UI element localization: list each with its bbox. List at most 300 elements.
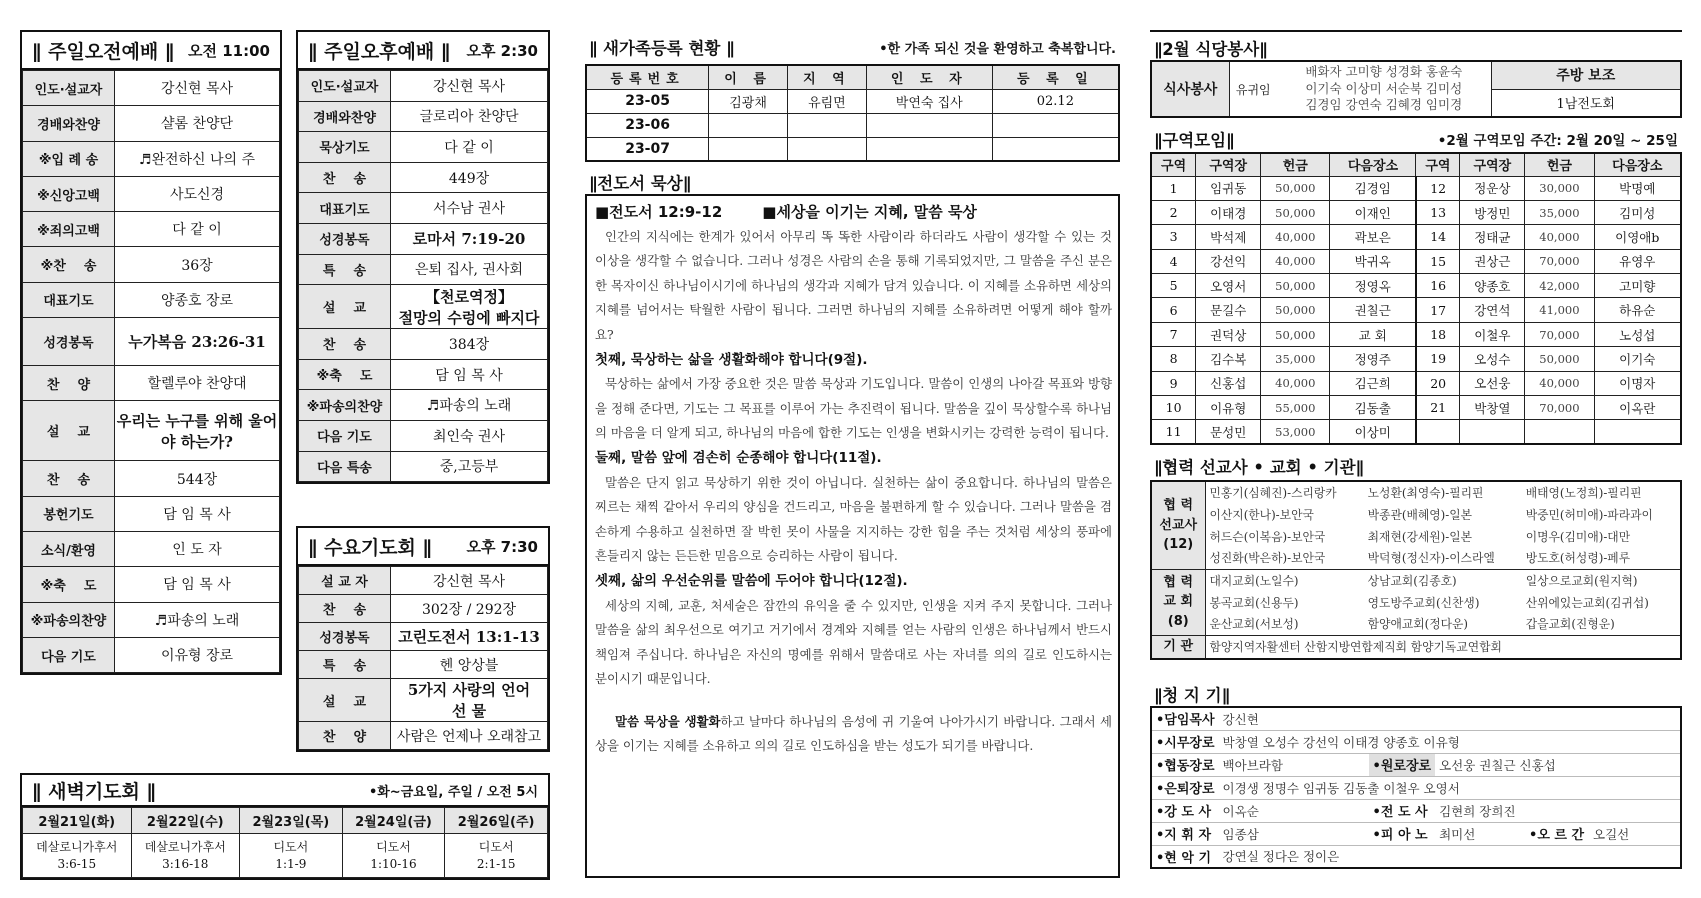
- morning-row: [23, 106, 280, 141]
- district-cell: [1594, 420, 1681, 444]
- steward-role: •강 도 사: [1151, 799, 1219, 822]
- new-family-section: [585, 30, 1120, 162]
- steward-row: [1151, 730, 1681, 753]
- morning-row-value: [115, 106, 280, 141]
- meditation-closing: 하고 날마다 하나님의 음성에 귀 기울여 나아가시기 바랍니다. 그래서 세상을 이기는 지혜를 소유하고 의의 길로 인도하심을 받는 성도가 되기를 바랍니다.: [595, 713, 1112, 754]
- morning-service-title: 주일오전예배: [48, 40, 159, 63]
- morning-row-value-text: 담 임 목 사: [163, 577, 231, 594]
- wednesday-row-value: [391, 623, 548, 651]
- morning-row-value: [115, 461, 280, 496]
- district-cell: 이재인: [1330, 200, 1416, 224]
- district-table: [1150, 152, 1682, 445]
- district-row: [1151, 225, 1681, 249]
- partner-church-row: [1151, 613, 1681, 635]
- district-col-header: 헌금: [1525, 153, 1594, 176]
- district-cell: 50,000: [1261, 176, 1330, 200]
- partner-church-entry: 산위에있는교회(김귀섭): [1525, 595, 1649, 610]
- dawn-day-book: 디도서: [478, 839, 514, 854]
- missionary-entry: 이명우(김미애)-대만: [1525, 529, 1631, 544]
- dawn-day-passage: [240, 834, 343, 878]
- district-cell: 양종호: [1460, 274, 1525, 298]
- district-title: 구역모임: [1162, 131, 1227, 150]
- morning-row-value-text: 36장: [181, 257, 213, 274]
- steward-role: •원로장로: [1369, 753, 1436, 776]
- district-cell: 42,000: [1525, 274, 1594, 298]
- new-family-cell: 23-05: [586, 89, 709, 113]
- morning-row-label: ※파송의찬양: [23, 602, 115, 637]
- afternoon-row-label: 경배와찬양: [299, 101, 391, 132]
- morning-service-header: ∥ 주일오전예배 ∥ 오전 11:00: [22, 32, 280, 70]
- morning-row-value-text: ♬완전하신 나의 주: [138, 151, 256, 168]
- wednesday-row-value: [391, 679, 548, 722]
- district-row: [1151, 298, 1681, 322]
- afternoon-row-label: ※축 도: [299, 359, 391, 390]
- district-cell: 41,000: [1525, 298, 1594, 322]
- partner-org-row: [1151, 635, 1681, 659]
- missionary-entry: 허드슨(이복음)-보안국: [1209, 529, 1326, 544]
- new-family-table: [585, 64, 1120, 162]
- steward-role: •지 휘 자: [1151, 822, 1219, 845]
- district-row: [1151, 176, 1681, 200]
- wednesday-row-label: 특 송: [299, 651, 391, 679]
- morning-row-value-text: 할렐루야 찬양대: [147, 376, 247, 393]
- new-family-cell: 23-07: [586, 137, 709, 161]
- morning-row-value-text: 사도신경: [169, 187, 225, 204]
- kitchen-help-label: 주방 보조: [1491, 61, 1681, 89]
- dawn-day-verse: 1:10-16: [370, 856, 417, 871]
- steward-row: [1151, 799, 1681, 822]
- morning-row-value-text: 인 도 자: [172, 542, 222, 559]
- new-family-header: ∥ 새가족등록 현황 ∥ •한 가족 되신 것을 환영하고 축복합니다.: [589, 39, 1116, 58]
- partner-church-entry: 갑을교회(진형운): [1525, 617, 1615, 632]
- morning-row-value: [115, 602, 280, 637]
- dawn-day-book: 디도서: [273, 839, 309, 854]
- morning-row: [23, 318, 280, 366]
- district-cell: 이유형: [1196, 396, 1261, 420]
- morning-row: [23, 602, 280, 637]
- district-col-header: 헌금: [1261, 153, 1330, 176]
- afternoon-row-label: 대표기도: [299, 193, 391, 224]
- afternoon-row: [299, 285, 548, 329]
- new-family-row: [586, 113, 1119, 137]
- morning-row-value-text: 544장: [176, 471, 218, 488]
- meditation-title: 전도서 묵상: [597, 174, 683, 193]
- district-col-header: 다음장소: [1330, 153, 1416, 176]
- district-cell: 유영우: [1594, 249, 1681, 273]
- steward-row: [1151, 822, 1681, 845]
- missionary-entry: 최재현(강세원)-일본: [1367, 529, 1473, 544]
- morning-row: [23, 637, 280, 672]
- wednesday-service-header: ∥ 수요기도회 ∥ 오후 7:30: [298, 528, 548, 566]
- district-row: [1151, 249, 1681, 273]
- district-cell: 40,000: [1525, 371, 1594, 395]
- wednesday-row-label: 성경봉독: [299, 623, 391, 651]
- district-cell: 14: [1416, 225, 1460, 249]
- morning-row-value: [115, 247, 280, 282]
- afternoon-row-value-text: 449장: [448, 170, 490, 187]
- wednesday-service-time: 오후 7:30: [466, 537, 538, 556]
- missionary-entry: 노성환(최영숙)-필리핀: [1364, 481, 1522, 503]
- afternoon-row: [299, 162, 548, 193]
- morning-row: [23, 71, 280, 106]
- afternoon-row-value-text: 강신현 목사: [432, 78, 506, 95]
- district-cell: 16: [1416, 274, 1460, 298]
- meditation-point-1: 첫째, 묵상하는 삶을 생활화해야 합니다(9절).: [595, 351, 868, 368]
- district-cell: 21: [1416, 396, 1460, 420]
- missionary-entry: 배태영(노정희)-필리핀: [1522, 481, 1681, 503]
- afternoon-row-value: [391, 420, 548, 451]
- new-family-cell: 02.12: [992, 89, 1119, 113]
- afternoon-row-label: 찬 송: [299, 329, 391, 360]
- morning-row-label: 대표기도: [23, 282, 115, 317]
- partner-church-entry: 상남교회(김종호): [1364, 569, 1522, 591]
- steward-names: 이경생 정명수 임귀동 김동출 이철우 오영서: [1219, 776, 1681, 799]
- afternoon-service-header: ∥ 주일오후예배 ∥ 오후 2:30: [298, 32, 548, 70]
- meditation-closing-paragraph: [595, 710, 1112, 759]
- new-family-col-header: 등록번호: [586, 65, 709, 89]
- meal-names-line-2: 이기숙 이상미 서순북 김미성: [1305, 80, 1463, 96]
- wednesday-row-value: [391, 722, 548, 750]
- district-cell: 40,000: [1525, 225, 1594, 249]
- afternoon-order-table: [298, 70, 548, 482]
- district-cell: 고미향: [1594, 274, 1681, 298]
- district-cell: 9: [1151, 371, 1196, 395]
- district-cell: 정운상: [1460, 176, 1525, 200]
- wednesday-row-label: 찬 양: [299, 722, 391, 750]
- morning-row: [23, 366, 280, 401]
- missionary-row: [1151, 481, 1681, 503]
- stewards-title: 청 지 기: [1162, 686, 1222, 705]
- afternoon-row-value-text: 384장: [448, 336, 490, 353]
- meditation-point-3: 셋째, 삶의 우선순위를 말씀에 두어야 합니다(12절).: [595, 572, 908, 589]
- morning-row-value-text: ♬파송의 노래: [154, 612, 240, 629]
- afternoon-row-value: [391, 193, 548, 224]
- district-cell: 3: [1151, 225, 1196, 249]
- district-cell: 신홍섭: [1196, 371, 1261, 395]
- district-cell: 강선익: [1196, 249, 1261, 273]
- new-family-cell: [788, 113, 867, 137]
- district-cell: 20: [1416, 371, 1460, 395]
- steward-role: •전 도 사: [1369, 799, 1436, 822]
- district-cell: 6: [1151, 298, 1196, 322]
- wednesday-row-label: 설 교 자: [299, 567, 391, 595]
- dawn-day-header: 2월21일(화): [23, 808, 132, 834]
- afternoon-row-label: ※파송의찬양: [299, 390, 391, 421]
- district-cell: 문길수: [1196, 298, 1261, 322]
- steward-names: 오길선: [1589, 822, 1681, 845]
- partners-header: ∥협력 선교사 • 교회 • 기관∥: [1154, 458, 1364, 477]
- morning-row-value: [115, 282, 280, 317]
- new-family-cell: [992, 137, 1119, 161]
- kitchen-help-value: 1남전도회: [1491, 89, 1681, 117]
- new-family-col-header: 인 도 자: [866, 65, 992, 89]
- district-col-header: 구역: [1151, 153, 1196, 176]
- steward-names: 김현희 장희진: [1435, 799, 1681, 822]
- wednesday-row-value-text: 고린도전서 13:1-13: [398, 628, 540, 646]
- steward-names: 오선웅 권칠근 신홍섭: [1435, 753, 1681, 776]
- meditation-text-2: 말씀은 단지 읽고 묵상하기 위한 것이 아닙니다. 실천하는 삶이 중요합니다. 하나님의 말씀은 찌르는 채찍 같아서 우리의 양심을 건드리고, 마음을 불편하게 할 수 있습니다. 그러나 말씀을 겸손하게 수용하고 실천하면 잘 박힌 못이 사물을 지지하는 강한 힘을 주는 것처럼 세상의 풍파에 흔들리지 않는 든든한 믿음으로 승리하는 사람이 됩니다.: [595, 474, 1112, 564]
- steward-row: [1151, 753, 1681, 776]
- partner-church-row: [1151, 591, 1681, 613]
- dawn-day-book: 데살로니가후서: [144, 839, 226, 854]
- district-row: [1151, 200, 1681, 224]
- district-row: [1151, 274, 1681, 298]
- new-family-cell: [866, 113, 992, 137]
- wednesday-row-value-text: 302장 / 292장: [421, 601, 517, 618]
- morning-row: [23, 141, 280, 176]
- afternoon-row-label: 다음 기도: [299, 420, 391, 451]
- district-row: [1151, 322, 1681, 346]
- wednesday-row: [299, 595, 548, 623]
- district-row: [1151, 420, 1681, 444]
- afternoon-row-value-text: 중,고등부: [439, 459, 499, 476]
- district-cell: 노성섭: [1594, 322, 1681, 346]
- wednesday-row: [299, 567, 548, 595]
- morning-row-label: ※입 례 송: [23, 141, 115, 176]
- new-family-cell: 23-06: [586, 113, 709, 137]
- district-cell: 박명예: [1594, 176, 1681, 200]
- meal-service-section: [1150, 30, 1682, 118]
- wednesday-row: [299, 651, 548, 679]
- afternoon-row-value-text: 다 같 이: [444, 139, 494, 156]
- afternoon-row-value: [391, 359, 548, 390]
- morning-row-value: [115, 71, 280, 106]
- steward-role: •시무장로: [1151, 730, 1219, 753]
- wednesday-row-label: 설 교: [299, 679, 391, 722]
- district-cell: 11: [1151, 420, 1196, 444]
- district-cell: 오영서: [1196, 274, 1261, 298]
- district-cell: 김근희: [1330, 371, 1416, 395]
- afternoon-row-label: 다음 특송: [299, 451, 391, 482]
- afternoon-row-value-text: 글로리아 찬양단: [419, 109, 519, 126]
- district-cell: 35,000: [1525, 200, 1594, 224]
- dawn-day-header: 2월26일(주): [445, 808, 548, 834]
- district-cell: 박귀옥: [1330, 249, 1416, 273]
- afternoon-row-value-text: 【천로역정】: [425, 287, 513, 306]
- meal-service-names: [1277, 61, 1491, 117]
- district-cell: 8: [1151, 347, 1196, 371]
- wednesday-row: [299, 623, 548, 651]
- meditation-body: [585, 194, 1120, 878]
- morning-row: [23, 176, 280, 211]
- district-cell: 김수복: [1196, 347, 1261, 371]
- wednesday-row-value-text: 강신현 목사: [432, 573, 506, 590]
- steward-role: •피 아 노: [1369, 822, 1436, 845]
- afternoon-row: [299, 132, 548, 163]
- district-cell: [1525, 420, 1594, 444]
- partners-title: 협력 선교사 • 교회 • 기관: [1162, 458, 1356, 477]
- district-cell: 70,000: [1525, 322, 1594, 346]
- morning-row-label: 봉헌기도: [23, 496, 115, 531]
- missionary-row: [1151, 503, 1681, 525]
- district-cell: 53,000: [1261, 420, 1330, 444]
- dawn-day-passage: [342, 834, 445, 878]
- district-cell: 오성수: [1460, 347, 1525, 371]
- new-family-cell: [709, 137, 788, 161]
- morning-row: [23, 567, 280, 602]
- afternoon-row-value: [391, 223, 548, 254]
- new-family-col-header: 등 록 일: [992, 65, 1119, 89]
- wednesday-row-value: [391, 651, 548, 679]
- district-cell: 박창열: [1460, 396, 1525, 420]
- district-cell: 40,000: [1261, 371, 1330, 395]
- district-cell: 이영애b: [1594, 225, 1681, 249]
- district-cell: 김경임: [1330, 176, 1416, 200]
- morning-row-value: [115, 366, 280, 401]
- afternoon-row-value: [391, 71, 548, 102]
- morning-row-label: 경배와찬양: [23, 106, 115, 141]
- wednesday-service-title: 수요기도회: [324, 536, 416, 559]
- district-row: [1151, 347, 1681, 371]
- morning-row-value: [115, 401, 280, 461]
- district-cell: 50,000: [1261, 298, 1330, 322]
- afternoon-row-value: [391, 162, 548, 193]
- morning-row-label: 설 교: [23, 401, 115, 461]
- partner-church-entry: 일상으로교회(원지혁): [1522, 569, 1681, 591]
- afternoon-row-value-text: 로마서 7:19-20: [412, 230, 526, 249]
- steward-row: [1151, 845, 1681, 868]
- district-cell: 70,000: [1525, 396, 1594, 420]
- district-cell: 하유순: [1594, 298, 1681, 322]
- district-row: [1151, 371, 1681, 395]
- afternoon-row-value-text: 은퇴 집사, 권사회: [414, 262, 524, 279]
- partner-church-label: 협 력 교 회 (8): [1151, 569, 1205, 635]
- meal-names-line-1: 배화자 고미향 성경화 홍윤숙: [1305, 63, 1463, 79]
- morning-row: [23, 401, 280, 461]
- steward-names: 박창열 오성수 강선익 이태경 양종호 이유형: [1219, 730, 1681, 753]
- afternoon-row-value-text: ♬파송의 노래: [426, 398, 512, 415]
- district-cell: 50,000: [1261, 274, 1330, 298]
- wednesday-row-value-text-2: 선 물: [451, 702, 487, 720]
- dawn-day-book: 데살로니가후서: [36, 839, 118, 854]
- afternoon-row-label: 찬 송: [299, 162, 391, 193]
- district-cell: 19: [1416, 347, 1460, 371]
- meditation-closing-strong: 말씀 묵상을 생활화: [615, 713, 721, 729]
- meal-service-header: ∥2월 식당봉사∥: [1150, 30, 1682, 60]
- wednesday-row-value: [391, 595, 548, 623]
- district-cell: 이명자: [1594, 371, 1681, 395]
- afternoon-row-value-text: 담 임 목 사: [435, 367, 503, 384]
- wednesday-row-label: 찬 송: [299, 595, 391, 623]
- morning-row-value-text: 누가복음 23:26-31: [128, 333, 266, 352]
- new-family-cell: [788, 137, 867, 161]
- dawn-day-verse: 1:1-9: [275, 856, 307, 871]
- morning-row: [23, 531, 280, 566]
- district-cell: 10: [1151, 396, 1196, 420]
- dawn-prayer-title: 새벽기도회: [48, 780, 140, 803]
- wednesday-order-table: [298, 566, 548, 750]
- district-cell: 문성민: [1196, 420, 1261, 444]
- missionary-entry: 민홍기(심혜진)-스리랑카: [1205, 481, 1364, 503]
- district-cell: 13: [1416, 200, 1460, 224]
- afternoon-row: [299, 101, 548, 132]
- district-cell: 정태균: [1460, 225, 1525, 249]
- dawn-day-verse: 3:6-15: [57, 856, 97, 871]
- partner-church-entry: 봉곡교회(신용두): [1209, 595, 1299, 610]
- district-cell: 2: [1151, 200, 1196, 224]
- morning-row-value: [115, 531, 280, 566]
- morning-row-value-text: 샬롬 찬양단: [160, 116, 234, 133]
- district-col-header: 다음장소: [1594, 153, 1681, 176]
- district-cell: 방정민: [1460, 200, 1525, 224]
- morning-service-time: 오전 11:00: [188, 41, 270, 60]
- steward-role: •담임목사: [1151, 707, 1219, 730]
- meditation-reference: ■전도서 12:9-12: [595, 203, 723, 221]
- meditation-text-1: 묵상하는 삶에서 가장 중요한 것은 말씀 묵상과 기도입니다. 말씀이 인생의 나아갈 목표와 방향을 정해 준다면, 기도는 그 목표를 이루어 가는 추진력이 됩니다. 말씀을 깊이 묵상할수록 하나님의 마음을 더 알게 되고, 하나님의 마음에 합한 기도는 인생을 변화시키는 강력한 능력이 됩니다.: [595, 376, 1112, 441]
- district-cell: 이상미: [1330, 420, 1416, 444]
- district-header: ∥구역모임∥ •2월 구역모임 주간: 2월 20일 ~ 25일: [1154, 131, 1678, 150]
- afternoon-row: [299, 329, 548, 360]
- district-cell: [1416, 420, 1460, 444]
- morning-row: [23, 282, 280, 317]
- morning-service-section: [20, 30, 282, 675]
- district-cell: 4: [1151, 249, 1196, 273]
- new-family-col-header: 지 역: [788, 65, 867, 89]
- district-cell: 35,000: [1261, 347, 1330, 371]
- partner-org-label: 기 관: [1151, 635, 1205, 659]
- morning-row: [23, 496, 280, 531]
- partner-church-entry: 운산교회(서보성): [1209, 617, 1299, 632]
- district-col-header: 구역: [1416, 153, 1460, 176]
- steward-names: 강신현: [1219, 707, 1681, 730]
- morning-row-value-text: 강신현 목사: [160, 81, 234, 98]
- new-family-row: [586, 89, 1119, 113]
- afternoon-row: [299, 71, 548, 102]
- district-cell: 오선웅: [1460, 371, 1525, 395]
- new-family-row: [586, 137, 1119, 161]
- morning-row-value: [115, 637, 280, 672]
- afternoon-row: [299, 420, 548, 451]
- missionary-row: [1151, 547, 1681, 569]
- steward-role: •현 악 기: [1151, 845, 1219, 868]
- dawn-day-verse: 3:16-18: [162, 856, 209, 871]
- district-col-header: 구역장: [1196, 153, 1261, 176]
- district-cell: 40,000: [1261, 249, 1330, 273]
- meal-names-line-3: 김경임 강연숙 김혜경 임미경: [1305, 97, 1463, 113]
- afternoon-row-value: [391, 101, 548, 132]
- stewards-table: [1150, 706, 1682, 869]
- dawn-prayer-header: ∥ 새벽기도회 ∥ •화~금요일, 주일 / 오전 5시: [22, 775, 548, 807]
- afternoon-row: [299, 254, 548, 285]
- dawn-prayer-note: •화~금요일, 주일 / 오전 5시: [368, 784, 538, 800]
- district-cell: 김미성: [1594, 200, 1681, 224]
- steward-names: 강연실 정다은 정이은: [1219, 845, 1681, 868]
- meditation-theme: ■세상을 이기는 지혜, 말씀 묵상: [762, 203, 977, 221]
- new-family-cell: [709, 113, 788, 137]
- meditation-header: ∥전도서 묵상∥: [589, 174, 691, 193]
- wednesday-row-value-text: 헨 앙상블: [439, 657, 499, 674]
- partner-church-entry: 함양애교회(정다운): [1367, 617, 1469, 632]
- dawn-day-passage: [23, 834, 132, 878]
- morning-row-value: [115, 141, 280, 176]
- meal-service-label: 식사봉사: [1151, 61, 1229, 117]
- afternoon-row-value: [391, 285, 548, 329]
- dawn-day-book: 디도서: [376, 839, 411, 854]
- dawn-day-passage: [445, 834, 548, 878]
- district-cell: 박석제: [1196, 225, 1261, 249]
- district-cell: 50,000: [1525, 347, 1594, 371]
- morning-row-label: 인도·설교자: [23, 71, 115, 106]
- district-cell: 교 회: [1330, 322, 1416, 346]
- steward-role: •오 르 간: [1525, 822, 1589, 845]
- afternoon-row-label: 설 교: [299, 285, 391, 329]
- district-cell: 권칠근: [1330, 298, 1416, 322]
- new-family-title: 새가족등록 현황: [603, 39, 721, 58]
- meditation-point-2: 둘째, 말씀 앞에 겸손히 순종해야 합니다(11절).: [595, 449, 882, 466]
- meal-service-table: [1150, 60, 1682, 118]
- district-cell: 권덕상: [1196, 322, 1261, 346]
- district-cell: 강연석: [1460, 298, 1525, 322]
